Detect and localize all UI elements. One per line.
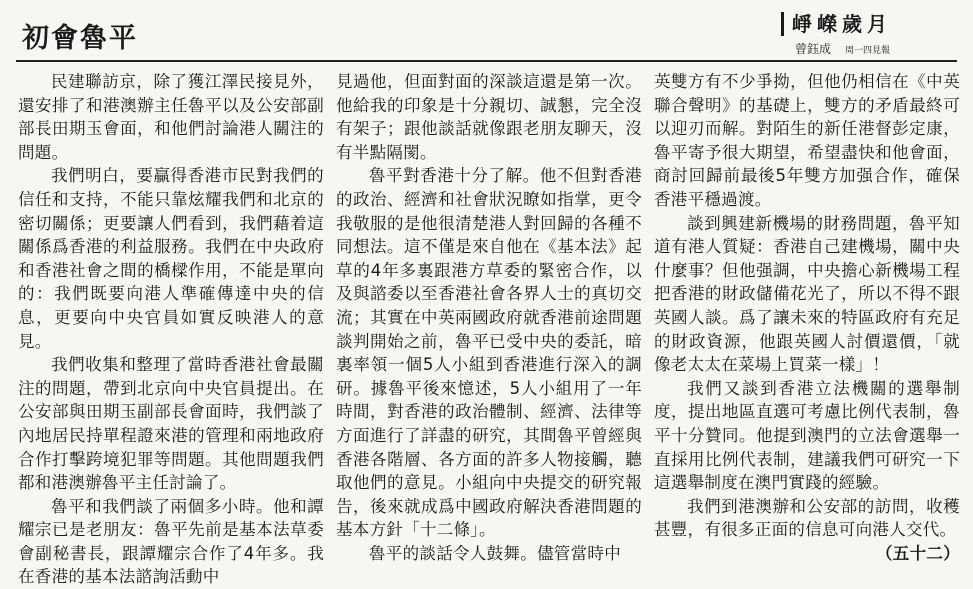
- header-divider: [16, 60, 957, 62]
- paragraph: 談到興建新機場的財務問題，魯平知道有港人質疑：香港自己建機場，關中央什麼事？但他强調，中央擔心新機場工程把香港的財政儲備花光了，所以不得不跟英國人談。爲了讓未來的特區政府有充足的財政資源，他跟英國人討價還價，「就像老太太在菜場上買菜一樣」！: [654, 213, 960, 375]
- paragraph-continued: 見過他，但面對面的深談這還是第一次。他給我的印象是十分親切、誠懇，完全沒有架子；跟他談話就像跟老朋友聊天，沒有半點隔閡。: [336, 72, 642, 162]
- publication-schedule: 周一四見報: [845, 46, 891, 56]
- paragraph: 魯平的談話令人鼓舞。儘管當時中: [369, 543, 621, 563]
- paragraph: 民建聯訪京，除了獲江澤民接見外，還安排了和港澳辦主任魯平以及公安部副部長田期玉會面，和他們討論港人關注的問題。: [18, 72, 324, 162]
- text-column-2: [336, 70, 642, 563]
- column-masthead: [781, 12, 951, 57]
- article-title: 初會魯平: [22, 23, 138, 54]
- article-body: [18, 70, 960, 587]
- byline: [781, 40, 951, 57]
- paragraph: 我們收集和整理了當時香港社會最關注的問題，帶到北京向中央官員提出。在公安部與田期玉副部長會面時，我們談了內地居民持單程證來港的管理和兩地政府合作打擊跨境犯罪等問題。其他問題我們都和港澳辦魯平主任討論了。: [18, 355, 324, 493]
- paragraph: 魯平和我們談了兩個多小時。他和譚耀宗已是老朋友：魯平先前是基本法草委會副秘書長，跟譚耀宗合作了4年多。我在香港的基本法諮詢活動中: [18, 496, 324, 587]
- paragraph: 魯平對香港十分了解。他不但對香港的政治、經濟和社會狀況瞭如指掌，更令我敬服的是他很清楚港人對回歸的各種不同想法。這不僅是來自他在《基本法》起草的4年多裏跟港方草委的緊密合作，以及與諮委以至香港社會各界人士的真切交流；其實在中英兩國政府就香港前途問題談判開始之前，魯平已受中央的委託，暗裏率領一個5人小組到香港進行深入的調研。據魯平後來憶述，5人小組用了一年時間，對香港的政治體制、經濟、法律等方面進行了詳盡的研究，其間魯平曾經與香港各階層、各方面的許多人物接觸，聽取他們的意見。小組向中央提交的研究報告，後來就成爲中國政府解決香港問題的基本方針「十二條」。: [336, 166, 642, 540]
- text-column-3: [654, 70, 960, 563]
- paragraph: 我們明白，要贏得香港市民對我們的信任和支持，不能只靠炫耀我們和北京的密切關係；更要讓人們看到，我們藉着這關係爲香港的利益服務。我們在中央政府和香港社會之間的橋樑作用，不能是單向的：我們既要向港人準確傳達中央的信息，更要向中央官員如實反映港人的意見。: [18, 166, 324, 351]
- paragraph: 我們又談到香港立法機關的選舉制度，提出地區直選可考慮比例代表制，魯平十分贊同。他提到澳門的立法會選舉一直採用比例代表制，建議我們可研究一下這選舉制度在澳門實踐的經驗。: [654, 378, 960, 493]
- column-name: 崢嶸歲月: [781, 12, 951, 36]
- author-name: 曾鈺成: [795, 42, 832, 56]
- paragraph-continued: 英雙方有不少爭拗，但他仍相信在《中英聯合聲明》的基礎上，雙方的矛盾最終可以迎刃而解。對陌生的新任港督彭定康，魯平寄予很大期望，希望盡快和他會面，商討回歸前最後5年雙方加强合作，確保香港平穩過渡。: [654, 72, 960, 209]
- paragraph-text: 我們到港澳辦和公安部的訪問，收穫甚豐，有很多正面的信息可向港人交代。: [654, 496, 960, 540]
- installment-number: （五十二）: [876, 543, 960, 563]
- paragraph: [654, 495, 960, 563]
- text-column-1: [18, 70, 324, 587]
